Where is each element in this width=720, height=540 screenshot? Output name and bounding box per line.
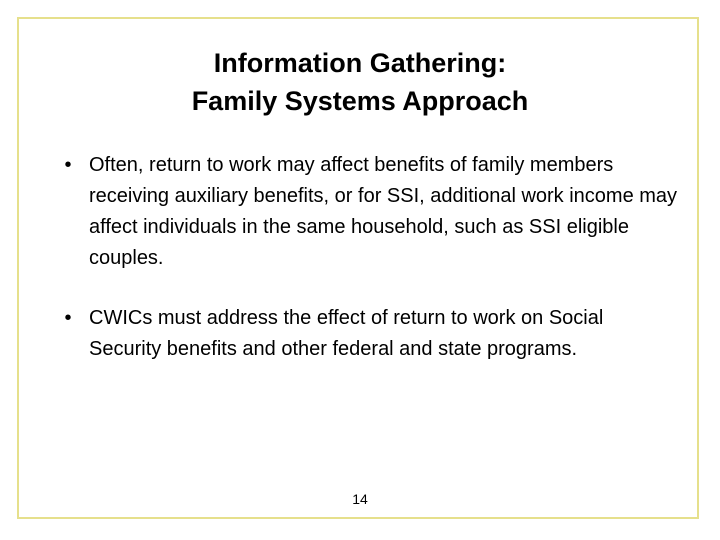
slide-title <box>0 44 720 120</box>
slide-title-line-2: Family Systems Approach <box>191 86 529 116</box>
page-number: 14 <box>352 491 368 507</box>
bullet-item <box>58 150 678 274</box>
bullet-item <box>58 303 678 365</box>
bullet-list <box>58 150 678 365</box>
bullet-text: CWICs must address the effect of return to work on Social Security benefits and other federal and state programs. <box>89 307 604 360</box>
bullet-text: Often, return to work may affect benefits of family members receiving auxiliary benefits, or for SSI, additional work income may affect individuals in the same household, such as SSI eligible couples. <box>89 154 678 269</box>
slide-title-line-1: Information Gathering: <box>213 48 507 78</box>
bullet-dot-icon: • <box>64 154 72 176</box>
bullet-dot-icon: • <box>64 307 72 329</box>
